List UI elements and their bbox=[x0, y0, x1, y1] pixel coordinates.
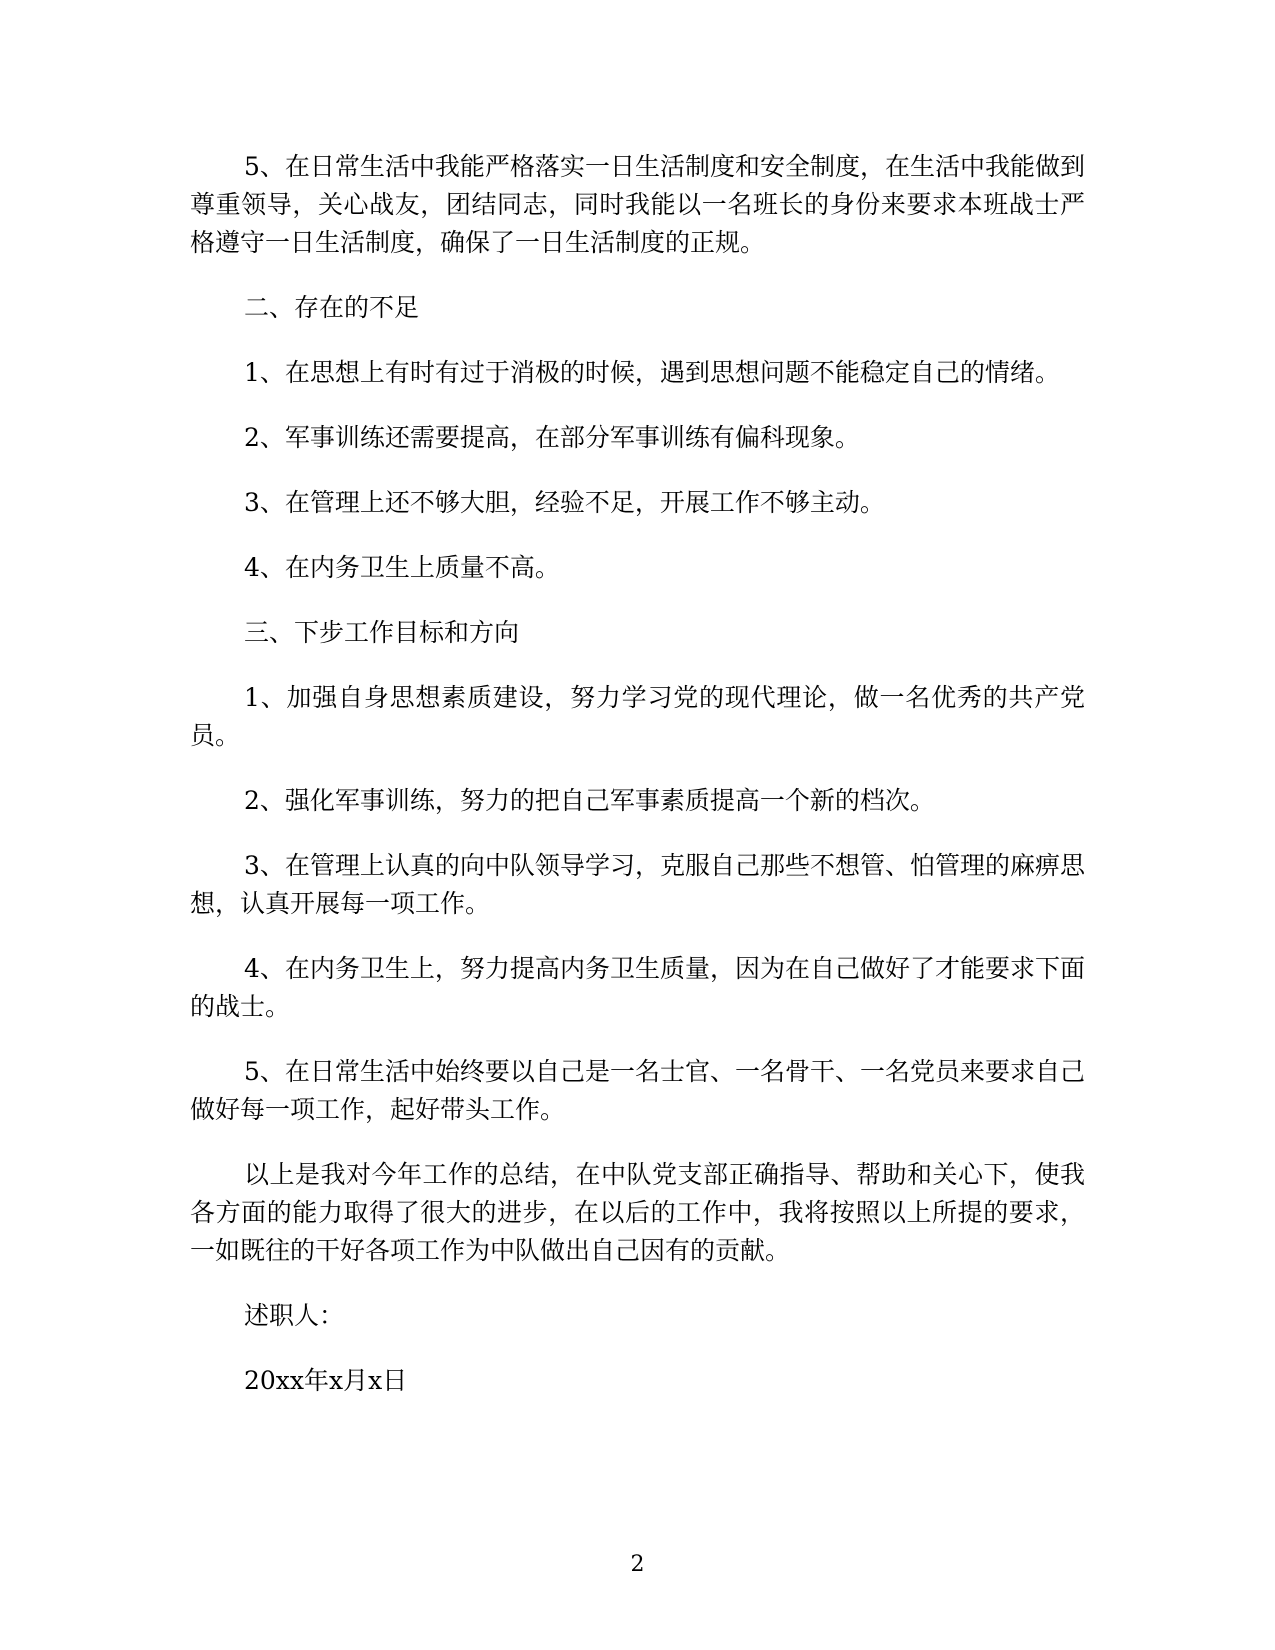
shortcoming-item-2: 2、军事训练还需要提高，在部分军事训练有偏科现象。 bbox=[244, 423, 860, 452]
section-heading-shortcomings: 二、存在的不足 bbox=[244, 293, 420, 322]
shortcoming-item-3: 3、在管理上还不够大胆，经验不足，开展工作不够主动。 bbox=[244, 488, 885, 517]
document-body bbox=[190, 148, 1085, 1427]
shortcoming-item-4: 4、在内务卫生上质量不高。 bbox=[244, 553, 560, 582]
page-number: 2 bbox=[630, 1552, 645, 1577]
summary-paragraph: 以上是我对今年工作的总结，在中队党支部正确指导、帮助和关心下，使我各方面的能力取得了很大的进步，在以后的工作中，我将按照以上所提的要求，一如既往的干好各项工作为中队做出自己因有的贡献。 bbox=[190, 1160, 1085, 1265]
shortcoming-item-1: 1、在思想上有时有过于消极的时候，遇到思想问题不能稳定自己的情绪。 bbox=[244, 358, 1060, 387]
goal-item-4: 4、在内务卫生上，努力提高内务卫生质量，因为在自己做好了才能要求下面的战士。 bbox=[190, 954, 1085, 1021]
reporter-signature-line: 述职人： bbox=[244, 1301, 345, 1330]
goal-item-5: 5、在日常生活中始终要以自己是一名士官、一名骨干、一名党员来要求自己做好每一项工作，起好带头工作。 bbox=[190, 1057, 1085, 1124]
goal-item-2: 2、强化军事训练，努力的把自己军事素质提高一个新的档次。 bbox=[244, 786, 935, 815]
goal-item-1: 1、加强自身思想素质建设，努力学习党的现代理论，做一名优秀的共产党员。 bbox=[190, 683, 1085, 750]
paragraph-daily-life-discipline: 5、在日常生活中我能严格落实一日生活制度和安全制度，在生活中我能做到尊重领导，关心战友，团结同志，同时我能以一名班长的身份来要求本班战士严格遵守一日生活制度，确保了一日生活制度的正规。 bbox=[190, 152, 1085, 257]
date-line: 20xx年x月x日 bbox=[244, 1366, 408, 1395]
goal-item-3: 3、在管理上认真的向中队领导学习，克服自己那些不想管、怕管理的麻痹思想，认真开展每一项工作。 bbox=[190, 851, 1085, 918]
section-heading-next-goals: 三、下步工作目标和方向 bbox=[244, 618, 520, 647]
